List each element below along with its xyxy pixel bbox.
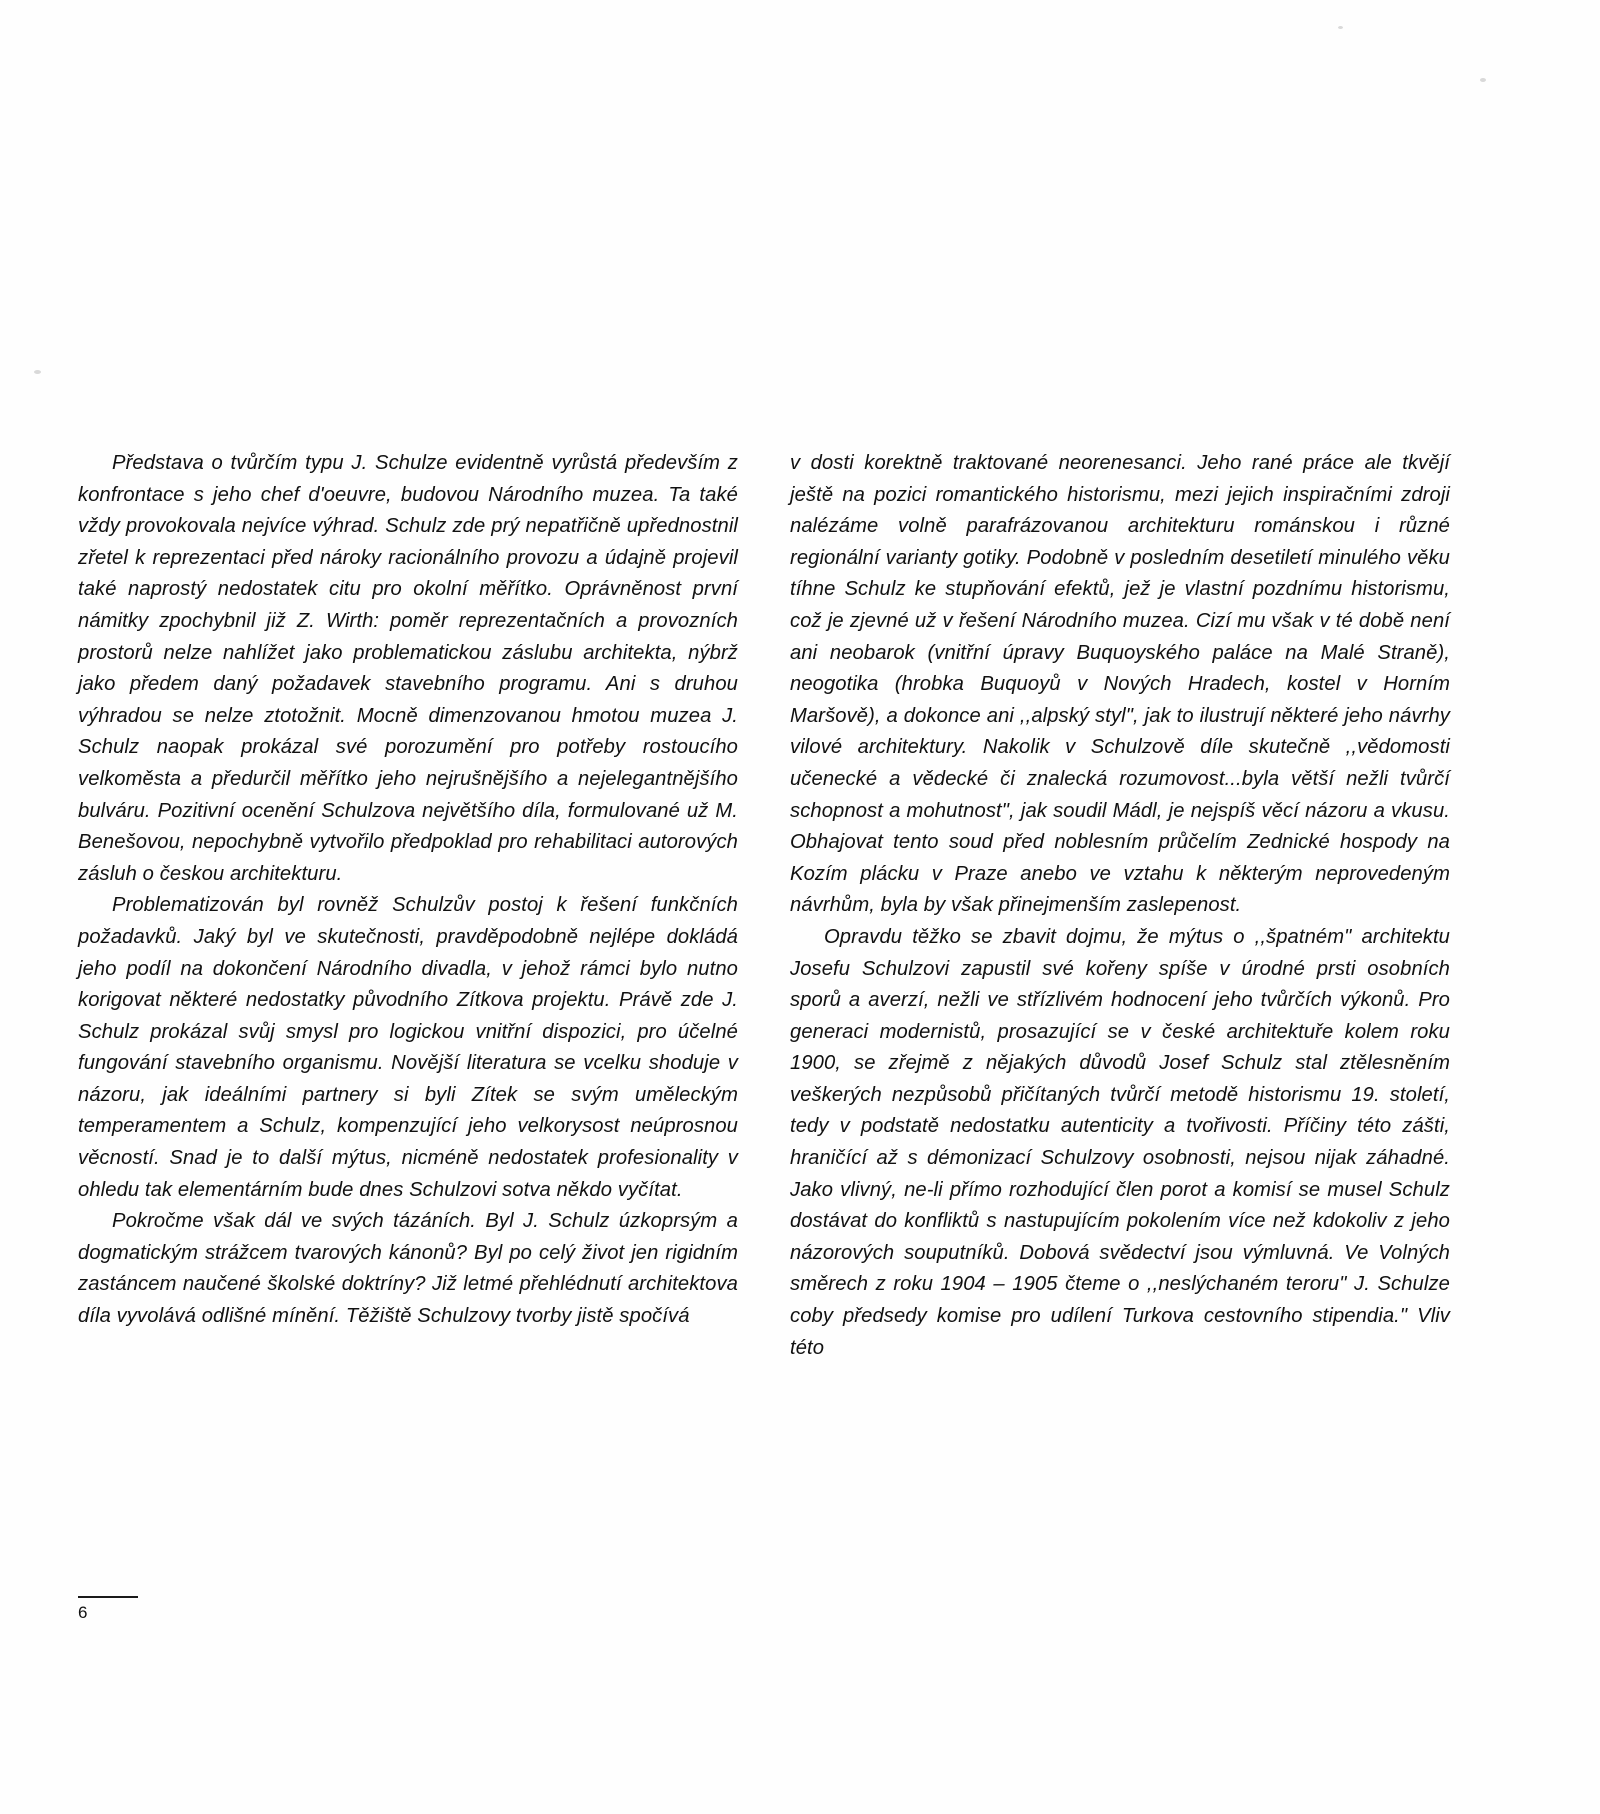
paper-speck <box>34 370 41 374</box>
paragraph: Opravdu těžko se zbavit dojmu, že mýtus o ,,špatném" architektu Josefu Schulzovi zapustil své kořeny spíše v úrodné prsti osobních sporů a averzí, nežli ve střízlivém hodnocení jeho tvůrčích výkonů. Pro generaci modernistů, prosazující se v české architektuře kolem roku 1900, se zřejmě z nějakých důvodů Josef Schulz stal ztělesněním veškerých nezpůsobů přičítaných tvůrčí metodě historismu 19. století, tedy v podstatě nedostatku autenticity a tvořivosti. Příčiny této zášti, hraničící až s démonizací Schulzovy osobnosti, nejsou nijak záhadné. Jako vlivný, ne-li přímo rozhodující člen porot a komisí se musel Schulz dostávat do konfliktů s nastupujícím pokolením více než kdokoliv z jeho názorových souputníků. Dobová svědectví jsou výmluvná. Ve Volných směrech z roku 1904 – 1905 čteme o ,,neslýchaném teroru" J. Schulze coby předsedy komise pro udílení Turkova cestovního stipendia." Vliv této <box>790 925 1450 1359</box>
paragraph: Problematizován byl rovněž Schulzův postoj k řešení funkčních požadavků. Jaký byl ve skutečnosti, pravděpodobně nejlépe dokládá jeho podíl na dokončení Národního divadla, v jehož rámci bylo nutno korigovat některé nedostatky původního Zítkova projektu. Právě zde J. Schulz prokázal svůj smysl pro logickou vnitřní dispozici, pro účelné fungování stavebního organismu. Novější literatura se vcelku shoduje v názoru, jak ideálními partnery si byli Zítek se svým uměleckým temperamentem a Schulz, kompenzující jeho velkorysost neúprosnou věcností. Snad je to další mýtus, nicméně nedostatek profesionality v ohledu tak elementárním bude dnes Schulzovi sotva někdo vyčítat. <box>78 894 738 1201</box>
right-column <box>790 448 1450 1364</box>
paragraph: v dosti korektně traktované neorenesanci. Jeho rané práce ale tkvějí ještě na pozici romantického historismu, mezi jejich inspiračními zdroji nalézáme volně parafrázovanou architekturu románskou i různé regionální varianty gotiky. Podobně v posledním desetiletí minulého věku tíhne Schulz ke stupňování efektů, jež je vlastní pozdnímu historismu, což je zjevné už v řešení Národního muzea. Cizí mu však v té době není ani neobarok (vnitřní úpravy Buquoyského paláce na Malé Straně), neogotika (hrobka Buquoyů v Nových Hradech, kostel v Horním Maršově), a dokonce ani ,,alpský styl", jak to ilustrují některé jeho návrhy vilové architektury. Nakolik v Schulzově díle skutečně ,,vědomosti učenecké a vědecké či znalecká rozumovost...byla větší nežli tvůrčí schopnost a mohutnost", jak soudil Mádl, je nejspíš věcí názoru a vkusu. Obhajovat tento soud před noblesním průčelím Zednické hospody na Kozím plácku v Praze anebo ve vztahu k některým neprovedeným návrhům, byla by však přinejmenším zaslepenost. <box>790 452 1450 917</box>
paper-speck <box>1480 78 1486 82</box>
paper-speck <box>1338 26 1343 29</box>
left-column <box>78 448 738 1364</box>
paragraph: Představa o tvůrčím typu J. Schulze evidentně vyrůstá především z konfrontace s jeho chef d'oeuvre, budovou Národního muzea. Ta také vždy provokovala nejvíce výhrad. Schulz zde prý nepatřičně upřednostnil zřetel k reprezentaci před nároky racionálního provozu a údajně projevil také naprostý nedostatek citu pro okolní měřítko. Oprávněnost první námitky zpochybnil již Z. Wirth: poměr reprezentačních a provozních prostorů nelze nahlížet jako problematickou záslubu architekta, nýbrž jako předem daný požadavek stavebního programu. Ani s druhou výhradou se nelze ztotožnit. Mocně dimenzovanou hmotou muzea J. Schulz naopak prokázal své porozumění pro potřeby rostoucího velkoměsta a předurčil měřítko jeho nejrušnějšího a nejelegantnějšího bulváru. Pozitivní ocenění Schulzova největšího díla, formulované už M. Benešovou, nepochybně vytvořilo předpoklad pro rehabilitaci autorových zásluh o českou architekturu. <box>78 452 738 885</box>
body-text <box>78 448 1520 1364</box>
paragraph: Pokročme však dál ve svých tázáních. Byl J. Schulz úzkoprsým a dogmatickým strážcem tvarových kánonů? Byl po celý život jen rigidním zastáncem naučené školské doktríny? Již letmé přehlédnutí architektova díla vyvolává odlišné mínění. Těžiště Schulzovy tvorby jistě spočívá <box>78 1210 738 1328</box>
page-number: 6 <box>78 1596 138 1623</box>
